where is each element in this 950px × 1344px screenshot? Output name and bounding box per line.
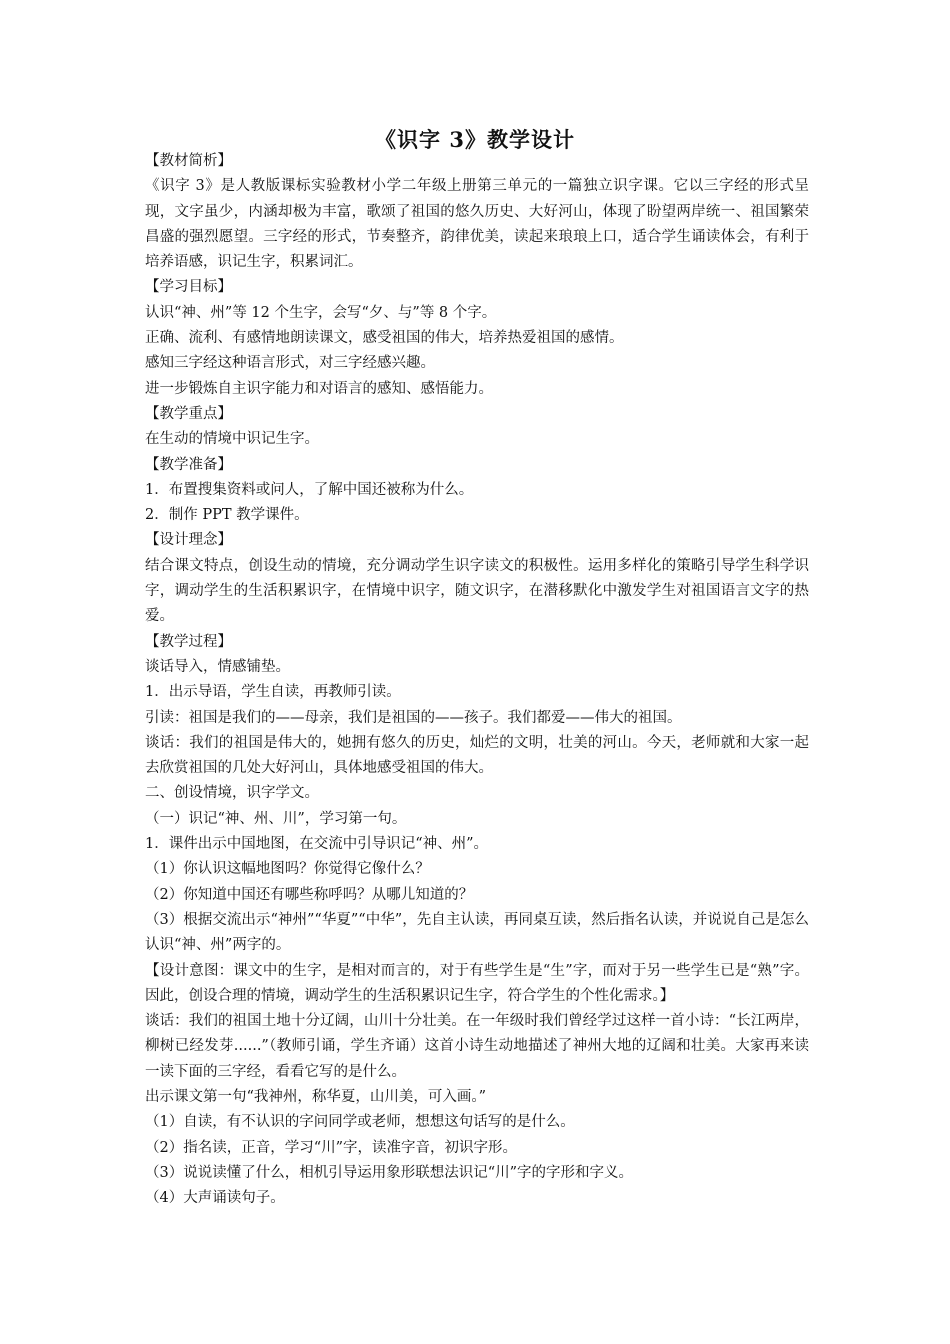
paragraph-step-read-3: （3）说说读懂了什么，相机引导运用象形联想法识记“川”字的字形和字义。 (145, 1164, 634, 1181)
section-heading-learning-goals: 【学习目标】 (145, 279, 232, 296)
paragraph-step-read-2: （2）指名读，正音，学习“川”字，读准字音，初识字形。 (145, 1139, 518, 1156)
paragraph-key-points: 在生动的情境中识记生字。 (145, 431, 319, 448)
paragraph-textbook-analysis: 《识字 3》是人教版课标实验教材小学二年级上册第三单元的一篇独立识字课。它以三字经的形式呈现，文字虽少，内涵却极为丰富，歌颂了祖国的悠久历史、大好河山，体现了盼望两岸统一、祖国繁荣昌盛的强烈愿望。三字经的形式，节奏整齐，韵律优美，读起来琅琅上口，适合学生诵读体会，有利于培养语感，识记生字，积累词汇。 (145, 178, 809, 271)
section-heading-teaching-process: 【教学过程】 (145, 633, 232, 650)
paragraph-preparation-1: 1．布置搜集资料或问人，了解中国还被称为什么。 (145, 481, 474, 498)
paragraph-talk-2: 谈话：我们的祖国土地十分辽阔，山川十分壮美。在一年级时我们曾经学过这样一首小诗：“长江两岸，柳树已经发芽......”（教师引诵，学生齐诵）这首小诗生动地描述了神州大地的辽阔和壮美。大家再来读一读下面的三字经，看看它写的是什么。 (145, 1013, 809, 1080)
paragraph-step-read-4: （4）大声诵读句子。 (145, 1190, 285, 1207)
paragraph-map-step: 1．课件出示中国地图，在交流中引导识记“神、州”。 (145, 836, 489, 853)
paragraph-subsection-1: （一）识记“神、州、川”，学习第一句。 (145, 810, 407, 827)
paragraph-guided-reading: 引读：祖国是我们的——母亲，我们是祖国的——孩子。我们都爱——伟大的祖国。 (145, 709, 682, 726)
paragraph-process-step-1: 1．出示导语，学生自读，再教师引读。 (145, 684, 401, 701)
paragraph-goal-4: 进一步锻炼自主识字能力和对语言的感知、感悟能力。 (145, 380, 493, 397)
section-heading-preparation: 【教学准备】 (145, 456, 232, 473)
paragraph-step-read-1: （1）自读，有不认识的字问同学或老师，想想这句话写的是什么。 (145, 1114, 575, 1131)
paragraph-question-1: （1）你认识这幅地图吗？你觉得它像什么？ (145, 861, 430, 878)
paragraph-goal-3: 感知三字经这种语言形式，对三字经感兴趣。 (145, 355, 435, 372)
paragraph-talk-1: 谈话：我们的祖国是伟大的，她拥有悠久的历史，灿烂的文明，壮美的河山。今天，老师就和大家一起去欣赏祖国的几处大好河山，具体地感受祖国的伟大。 (145, 734, 809, 777)
paragraph-preparation-2: 2．制作 PPT 教学课件。 (145, 507, 309, 524)
paragraph-part-two-heading: 二、创设情境，识字学文。 (145, 785, 319, 802)
paragraph-design-concept: 结合课文特点，创设生动的情境，充分调动学生识字读文的积极性。运用多样化的策略引导学生科学识字，调动学生的生活积累识字，在情境中识字，随文识字，在潜移默化中激发学生对祖国语言文字的热爱。 (145, 557, 809, 625)
section-heading-key-points: 【教学重点】 (145, 405, 232, 422)
section-heading-textbook-analysis: 【教材简析】 (145, 153, 232, 169)
document-body (145, 149, 809, 1211)
paragraph-show-sentence: 出示课文第一句“我神州，称华夏，山川美，可入画。” (145, 1088, 487, 1105)
paragraph-design-intent: 【设计意图：课文中的生字，是相对而言的，对于有些学生是“生”字，而对于另一些学生已是“熟”字。因此，创设合理的情境，调动学生的生活积累识记生字，符合学生的个性化需求。】 (145, 962, 809, 1004)
paragraph-goal-1: 认识“神、州”等 12 个生字，会写“夕、与”等 8 个字。 (145, 304, 497, 321)
paragraph-question-3: （3）根据交流出示“神州”“华夏”“中华”，先自主认读，再同桌互读，然后指名认读，并说说自己是怎么认识“神、州”两字的。 (145, 911, 809, 954)
document-title: 《识字 3》教学设计 (375, 127, 575, 152)
section-heading-design-concept: 【设计理念】 (145, 532, 232, 549)
paragraph-question-2: （2）你知道中国还有哪些称呼吗？从哪儿知道的？ (145, 886, 474, 903)
paragraph-goal-2: 正确、流利、有感情地朗读课文，感受祖国的伟大，培养热爱祖国的感情。 (145, 330, 624, 347)
paragraph-process-intro: 谈话导入，情感铺垫。 (145, 658, 290, 675)
